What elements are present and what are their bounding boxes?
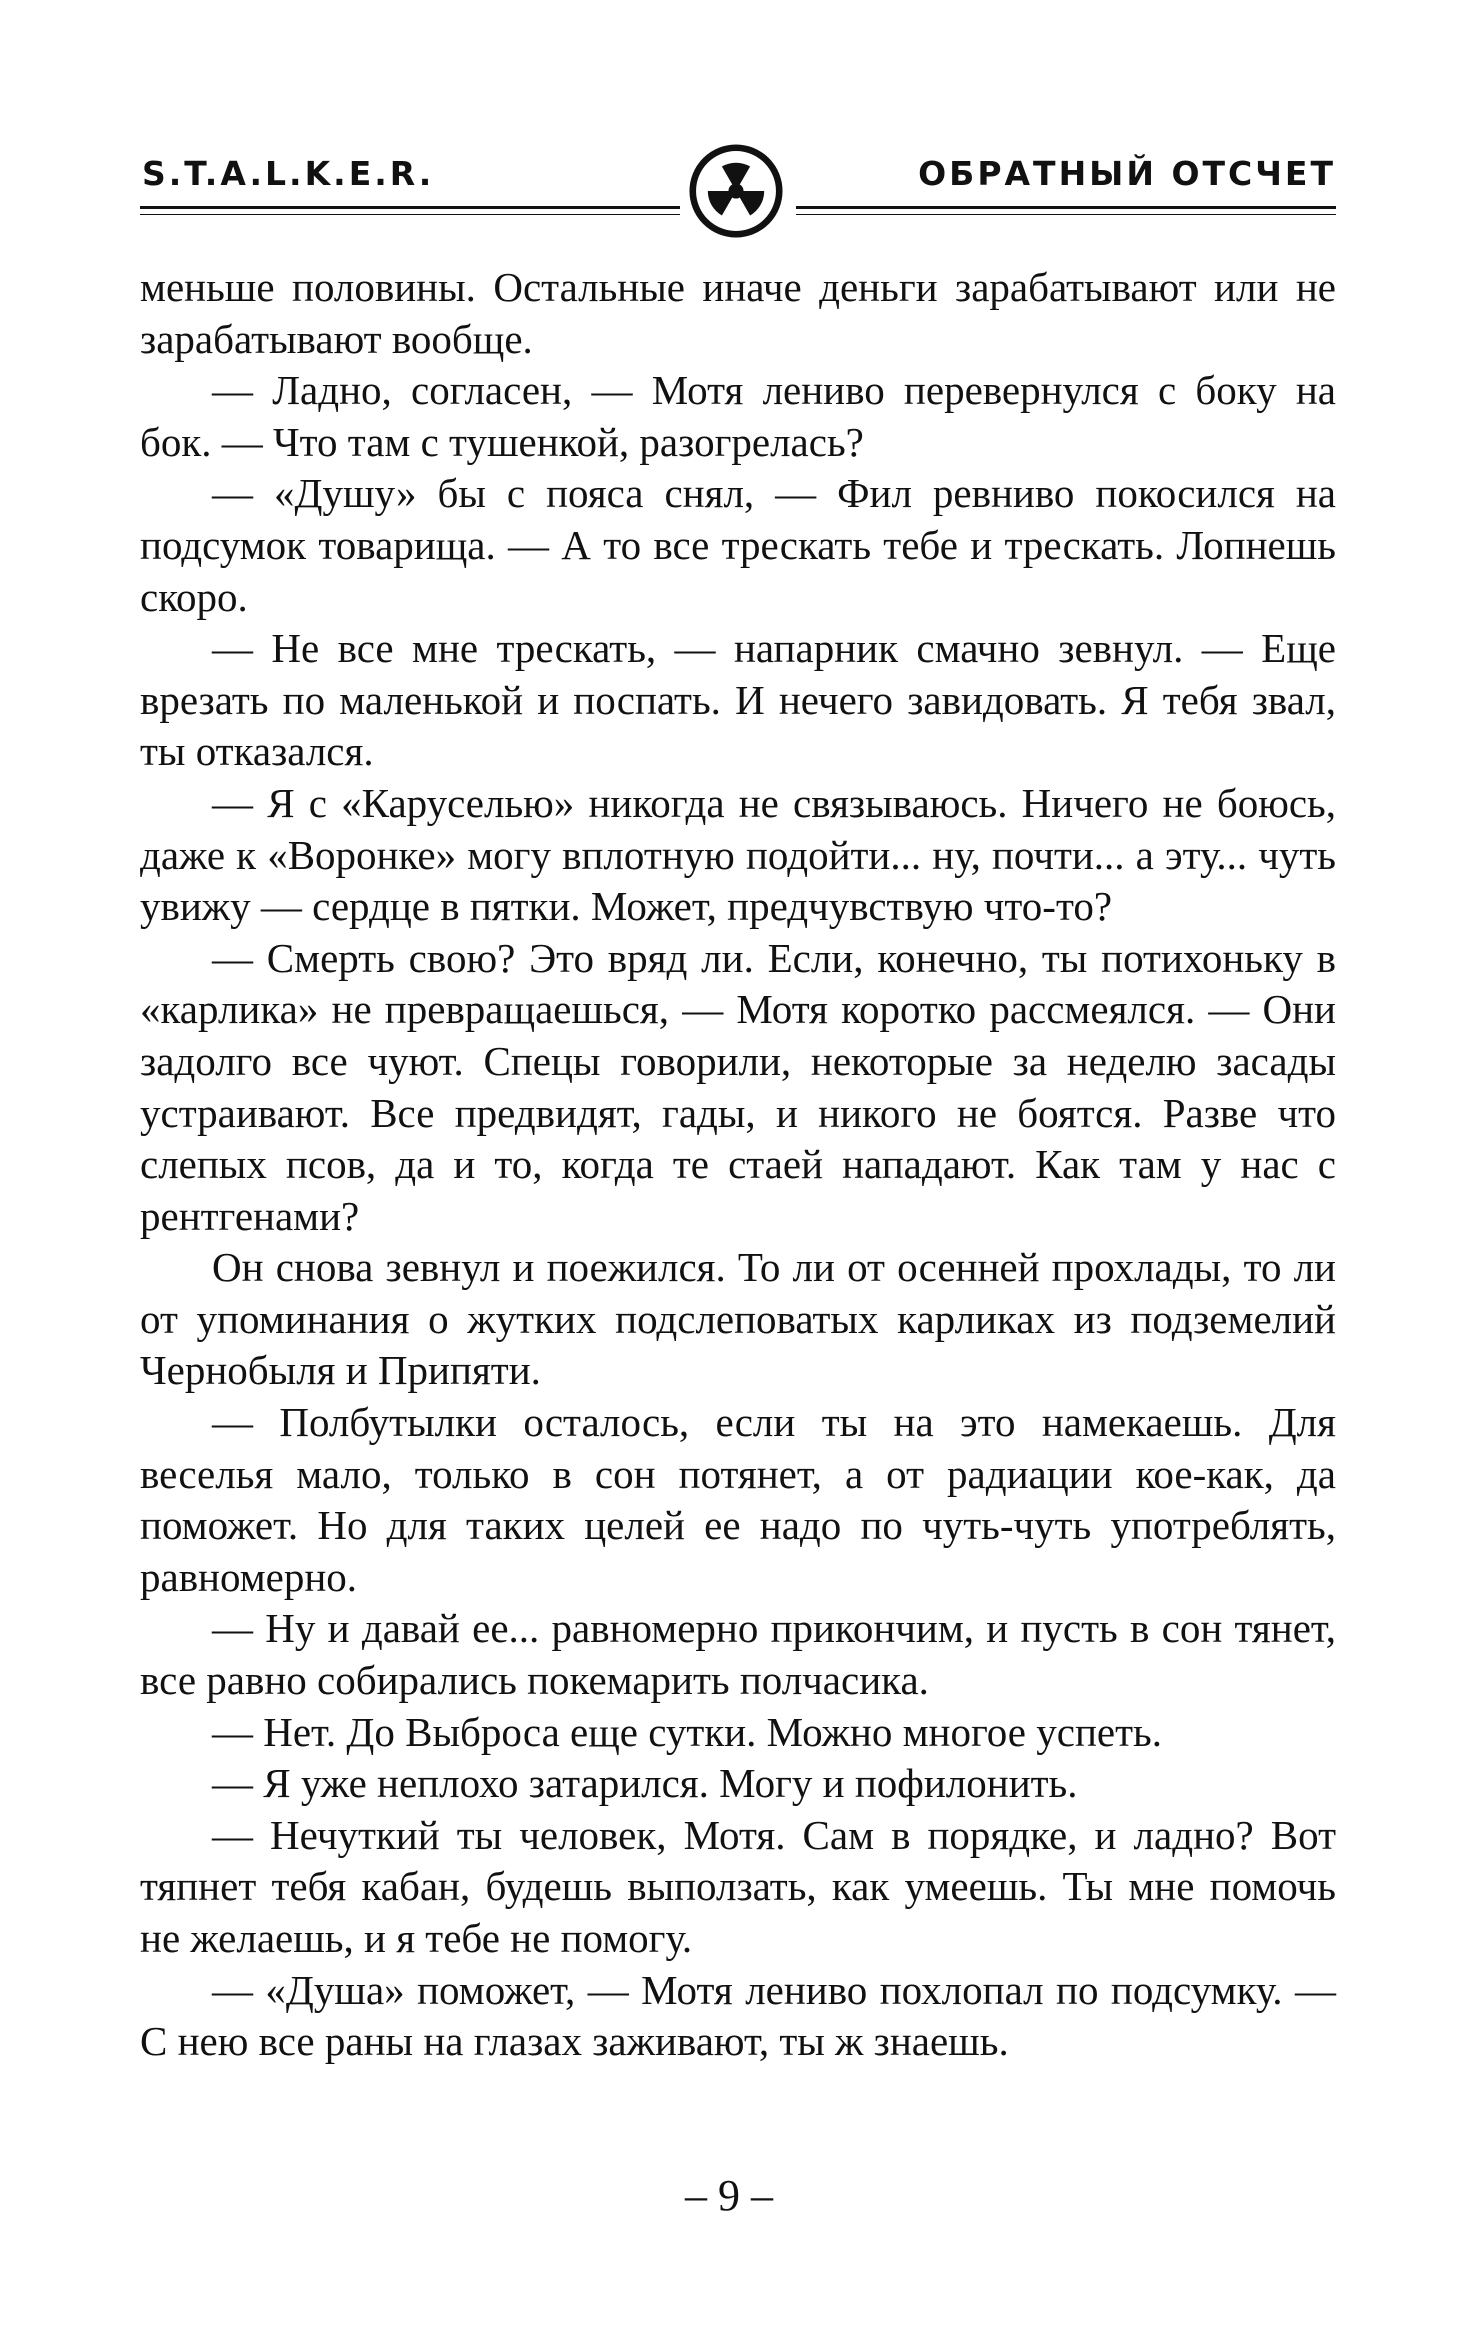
paragraph: — Смерть свою? Это вряд ли. Если, конечно, ты потихоньку в «карлика» не превращаешься, — Мотя коротко рассмеялся. — Они задолго все чуют. Спецы говорили, некоторые за неделю засады устраивают. Все предвидят, гады, и никого не боятся. Разве что слепых псов, да и то, когда те стаей нападают. Как там у нас с рентгенами?	[140, 934, 1336, 1239]
paragraph: меньше половины. Остальные иначе деньги зарабатывают или не зарабатывают вообще.	[140, 264, 1336, 362]
paragraph: — Не все мне трескать, — напарник смачно зевнул. — Еще врезать по маленькой и поспать. И нечего завидовать. Я тебя звал, ты отказался.	[140, 625, 1336, 775]
page-number: – 9 –	[685, 2171, 773, 2220]
paragraph: — Полбутылки осталось, если ты на это намекаешь. Для веселья мало, только в сон потянет, а от радиации кое-как, да поможет. Но для таких целей ее надо по чуть-чуть употреблять, равномерно.	[140, 1399, 1336, 1600]
header-rule-left	[140, 206, 680, 209]
header-rule-right	[796, 206, 1336, 209]
book-title: ОБРАТНЫЙ ОТСЧЕТ	[918, 154, 1336, 193]
paragraph: — Нет. До Выброса еще сутки. Можно многое успеть.	[212, 1708, 1162, 1755]
paragraph: — «Душу» бы с пояса снял, — Фил ревниво покосился на подсумок товарища. — А то все трескать тебе и трескать. Лопнешь скоро.	[140, 470, 1336, 620]
radiation-icon	[689, 144, 783, 238]
paragraph: — «Душа» поможет, — Мотя лениво похлопал по подсумку. — С нею все раны на глазах заживают, ты ж знаешь.	[140, 1966, 1336, 2065]
paragraph: — Ладно, согласен, — Мотя лениво перевернулся с боку на бок. — Что там с тушенкой, разогрелась?	[140, 367, 1336, 465]
paragraph: — Ну и давай ее... равномерно прикончим, и пусть в сон тянет, все равно собирались покемарить полчасика.	[140, 1605, 1336, 1704]
running-header	[140, 140, 1336, 250]
body-text	[140, 262, 1336, 2068]
series-title: S.T.A.L.K.E.R.	[142, 154, 435, 193]
paragraph: — Я с «Каруселью» никогда не связываюсь. Ничего не боюсь, даже к «Воронке» могу вплотную подойти... ну, почти... а эту... чуть увижу — сердце в пятки. Может, предчувствую что-то?	[140, 779, 1336, 930]
paragraph: — Нечуткий ты человек, Мотя. Сам в порядке, и ладно? Вот тяпнет тебя кабан, будешь выползать, как умеешь. Ты мне помочь не желаешь, и я тебе не помогу.	[140, 1811, 1336, 1961]
paragraph: — Я уже неплохо затарился. Могу и пофилонить.	[212, 1760, 1078, 1807]
paragraph: Он снова зевнул и поежился. То ли от осенней прохлады, то ли от упоминания о жутких подслеповатых карликах из подземелий Чернобыля и Припяти.	[140, 1244, 1336, 1394]
